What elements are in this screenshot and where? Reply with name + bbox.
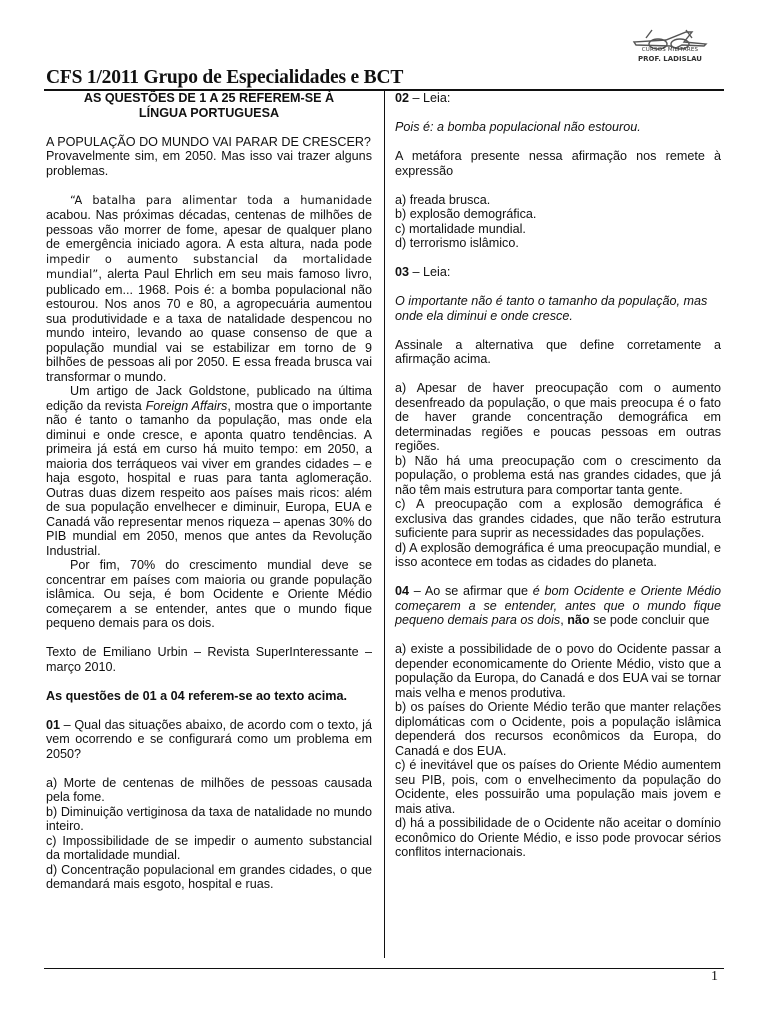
question-03-option-a: a) Apesar de haver preocupação com o aumento desenfreado da população, o que mais preocupa é o fato de haver grande concentração demográfica em determinadas regiões e poucas pessoas em outras regiões. (395, 381, 721, 453)
question-01-option-b: b) Diminuição vertiginosa da taxa de natalidade no mundo inteiro. (46, 804, 372, 833)
ehrlich-quote-open: “A batalha para alimentar toda a humanidade (70, 193, 372, 207)
questions-instruction: As questões de 01 a 04 referem-se ao texto acima. (46, 688, 347, 703)
question-01-stem: 01 – Qual das situações abaixo, de acordo com o texto, já vem ocorrendo e se configurará como um problema em 2050? (46, 717, 372, 761)
magazine-name: Foreign Affairs (145, 398, 228, 413)
question-02-option-b: b) explosão demográfica. (395, 207, 537, 221)
text-source: Texto de Emiliano Urbin – Revista SuperInteressante – março 2010. (46, 645, 372, 674)
column-divider (384, 90, 385, 958)
question-03-stem: Assinale a alternativa que define corretamente a afirmação acima. (395, 337, 721, 366)
question-01-option-a: a) Morte de centenas de milhões de pessoas causada pela fome. (46, 775, 372, 804)
question-04-option-b: b) os países do Oriente Médio terão que manter relações diplomáticas com o Ocidente, pois a população islâmica dependerá dos recursos econômicos da Europa, do Canadá e dos EUA. (395, 700, 721, 758)
question-03-option-d: d) A explosão demográfica é uma preocupação mundial, e isso acontece em todas as cidades do planeta. (395, 540, 721, 569)
section-heading: AS QUESTÕES DE 1 A 25 REFEREM-SE À LÍNGUA PORTUGUESA (83, 91, 335, 120)
page-title: CFS 1/2011 Grupo de Especialidades e BCT (46, 67, 404, 88)
page-number: 1 (711, 969, 718, 984)
question-04-option-c: c) é inevitável que os países do Oriente Médio aumentem seu PIB, pois, com o envelhecimento da população do Ocidente, eles possuirão uma população mais jovem e mais ativa. (395, 758, 721, 816)
text-title: A POPULAÇÃO DO MUNDO VAI PARAR DE CRESCER? (46, 134, 371, 149)
text-paragraph-1: “A batalha para alimentar toda a humanidade acabou. Nas próximas décadas, centenas de milhões de pessoas vão morrer de fome, apesar de qualquer plano de emergência iniciado agora. A esta altura, nada pode impedir o aumento substancial da mortalidade mundial”, alerta Paul Ehrlich em seu mais famoso livro, publicado em... 1968. Pois é: a bomba populacional não estourou. Nos anos 70 e 80, a agropecuária aumentou sua produtividade e a taxa de natalidade despencou no mundo inteiro, levando ao quase consenso de que a população mundial vai se estabilizar em torno de 9 bilhões de pessoas ali por 2050. E essa freada brusca vai transformar o mundo. (46, 193, 372, 384)
question-01-option-d: d) Concentração populacional em grandes cidades, o que demandará mais esgoto, hospital e ruas. (46, 862, 372, 891)
text-paragraph-2: Um artigo de Jack Goldstone, publicado na última edição da revista Foreign Affairs, mostra que o importante não é tanto o tamanho da população, mas onde ela diminui e onde cresce, e aponta quatro tendências. A primeira já está em curso há muito tempo: em 2050, a maioria dos terráqueos vai viver em grandes cidades – e haja esgoto, hospital e ruas para tanta aglomeração. Outras duas dizem respeito aos países mais ricos: além de sua população envelhecer e diminuir, Europa, EUA e Canadá vão representar menos riqueza – apenas 30% do PIB mundial em 2050, menos que antes da Revolução Industrial. (46, 384, 372, 558)
logo-line-1: CURSOS MILITARES (641, 47, 699, 53)
question-02-quote: Pois é: a bomba populacional não estourou. (395, 120, 641, 134)
question-01-option-c: c) Impossibilidade de se impedir o aumento substancial da mortalidade mundial. (46, 833, 372, 862)
question-04-option-a: a) existe a possibilidade de o povo do Ocidente passar a depender economicamente do Oriente Médio, visto que a população da Europa, do Canadá e dos EUA vai se tornar mais velha e menos produtiva. (395, 642, 721, 700)
question-02-lead: 02 – Leia: (395, 91, 451, 105)
question-02-option-c: c) mortalidade mundial. (395, 221, 526, 236)
logo-line-2: PROF. LADISLAU (637, 55, 702, 63)
question-04-option-d: d) há a possibilidade de o Ocidente não aceitar o domínio econômico do Oriente Médio, e isso pode provocar sérios conflitos internacionais. (395, 816, 721, 859)
question-03-option-c: c) A preocupação com a explosão demográfica é exclusiva das grandes cidades, que não terão estrutura suficiente para suprir as necessidades das populações. (395, 497, 721, 540)
question-04-stem: 04 – Ao se afirmar que é bom Ocidente e Oriente Médio começarem a se entender, antes que o mundo fique pequeno demais para os dois, não se pode concluir que (395, 584, 721, 627)
text-paragraph-3: Por fim, 70% do crescimento mundial deve se concentrar em países com maioria ou grande população islâmica. Ou seja, é bom Ocidente e Oriente Médio começarem a se entender, antes que o mundo fique pequeno demais para os dois. (46, 558, 372, 630)
footer-rule (44, 968, 724, 969)
ehrlich-quote-close: impedir o aumento substancial da mortalidade mundial” (46, 252, 372, 281)
question-02-option-a: a) freada brusca. (395, 192, 491, 207)
question-03-option-b: b) Não há uma preocupação com o crescimento da população, o problema está nas grandes cidades, que já não têm mais estrutura para comportar tanta gente. (395, 453, 721, 497)
question-02-stem: A metáfora presente nessa afirmação nos remete à expressão (395, 149, 721, 178)
right-column (395, 91, 721, 860)
question-03-lead: 03 – Leia: (395, 265, 451, 279)
question-03-quote: O importante não é tanto o tamanho da população, mas onde ela diminui e onde cresce. (395, 294, 708, 323)
question-02-option-d: d) terrorismo islâmico. (395, 236, 519, 250)
text-intro: Provavelmente sim, em 2050. Mas isso vai trazer alguns problemas. (46, 149, 372, 178)
left-column (46, 91, 372, 892)
